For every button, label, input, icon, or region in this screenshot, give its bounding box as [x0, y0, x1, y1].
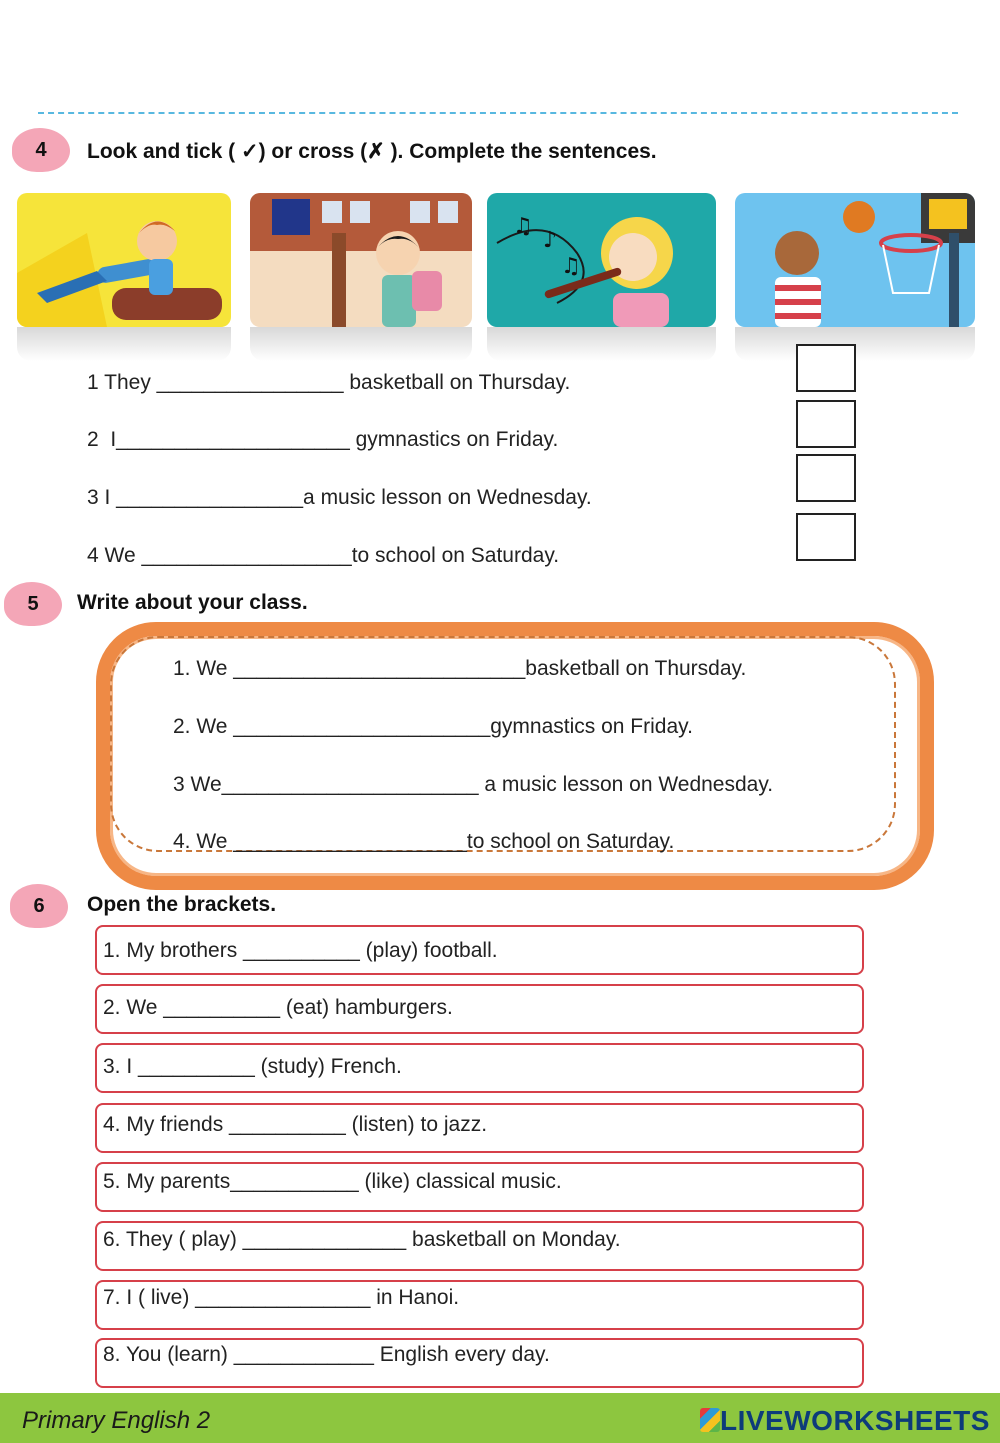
section-4-sentence-4: 4 We __________________to school on Saturday.: [87, 544, 560, 567]
picture-gymnastics: [17, 193, 231, 361]
section-5-badge: 5: [4, 582, 62, 626]
picture-basketball: [735, 193, 975, 361]
bracket-item-7: 7. I ( live) _______________ in Hanoi.: [103, 1286, 460, 1309]
section-6-instruction: Open the brackets.: [87, 893, 277, 916]
tick-box-4[interactable]: [796, 513, 856, 561]
section-5-sentence-3: 3 We______________________ a music lesson on Wednesday.: [173, 773, 774, 796]
svg-text:♫: ♫: [561, 254, 581, 279]
bracket-item-6: 6. They ( play) ______________ basketball on Monday.: [103, 1228, 621, 1251]
section-6-badge: 6: [10, 884, 68, 928]
svg-text:♪: ♪: [543, 228, 558, 253]
picture-school: [250, 193, 472, 361]
bracket-item-2: 2. We __________ (eat) hamburgers.: [103, 996, 453, 1019]
section-4-sentence-1: 1 They ________________ basketball on Thursday.: [87, 371, 571, 394]
bracket-item-3: 3. I __________ (study) French.: [103, 1055, 402, 1078]
footer-title: Primary English 2: [22, 1407, 211, 1434]
section-4-instruction: Look and tick ( ✓) or cross (✗ ). Complete the sentences.: [87, 140, 657, 163]
section-4-sentence-2: 2 I____________________ gymnastics on Friday.: [87, 428, 559, 451]
liveworksheets-logo-icon: [700, 1408, 720, 1432]
liveworksheets-logo[interactable]: LIVEWORKSHEETS: [720, 1405, 990, 1436]
school-illustration: [250, 193, 472, 327]
bracket-item-1: 1. My brothers __________ (play) football.: [103, 939, 498, 962]
tick-box-2[interactable]: [796, 400, 856, 448]
svg-text:♫: ♫: [513, 214, 533, 239]
section-5-sentence-1: 1. We _________________________basketball on Thursday.: [173, 657, 747, 680]
picture-shadow: [17, 327, 231, 361]
top-divider: [38, 112, 958, 114]
gymnastics-illustration: [17, 193, 231, 327]
picture-music: [487, 193, 716, 361]
section-4-badge: 4: [12, 128, 70, 172]
section-4-sentence-3: 3 I ________________a music lesson on Wednesday.: [87, 486, 592, 509]
section-5-sentence-4: 4. We ____________________to school on Saturday.: [173, 830, 675, 853]
tick-box-3[interactable]: [796, 454, 856, 502]
picture-shadow: [487, 327, 716, 361]
bracket-item-5: 5. My parents___________ (like) classical music.: [103, 1170, 562, 1193]
music-illustration: [487, 193, 716, 327]
bracket-item-8: 8. You (learn) ____________ English every day.: [103, 1343, 550, 1366]
bracket-item-4: 4. My friends __________ (listen) to jazz.: [103, 1113, 488, 1136]
basketball-illustration: [735, 193, 975, 327]
tick-box-1[interactable]: [796, 344, 856, 392]
section-5-instruction: Write about your class.: [77, 591, 308, 614]
picture-shadow: [250, 327, 472, 361]
section-5-sentence-2: 2. We ______________________gymnastics on Friday.: [173, 715, 693, 738]
